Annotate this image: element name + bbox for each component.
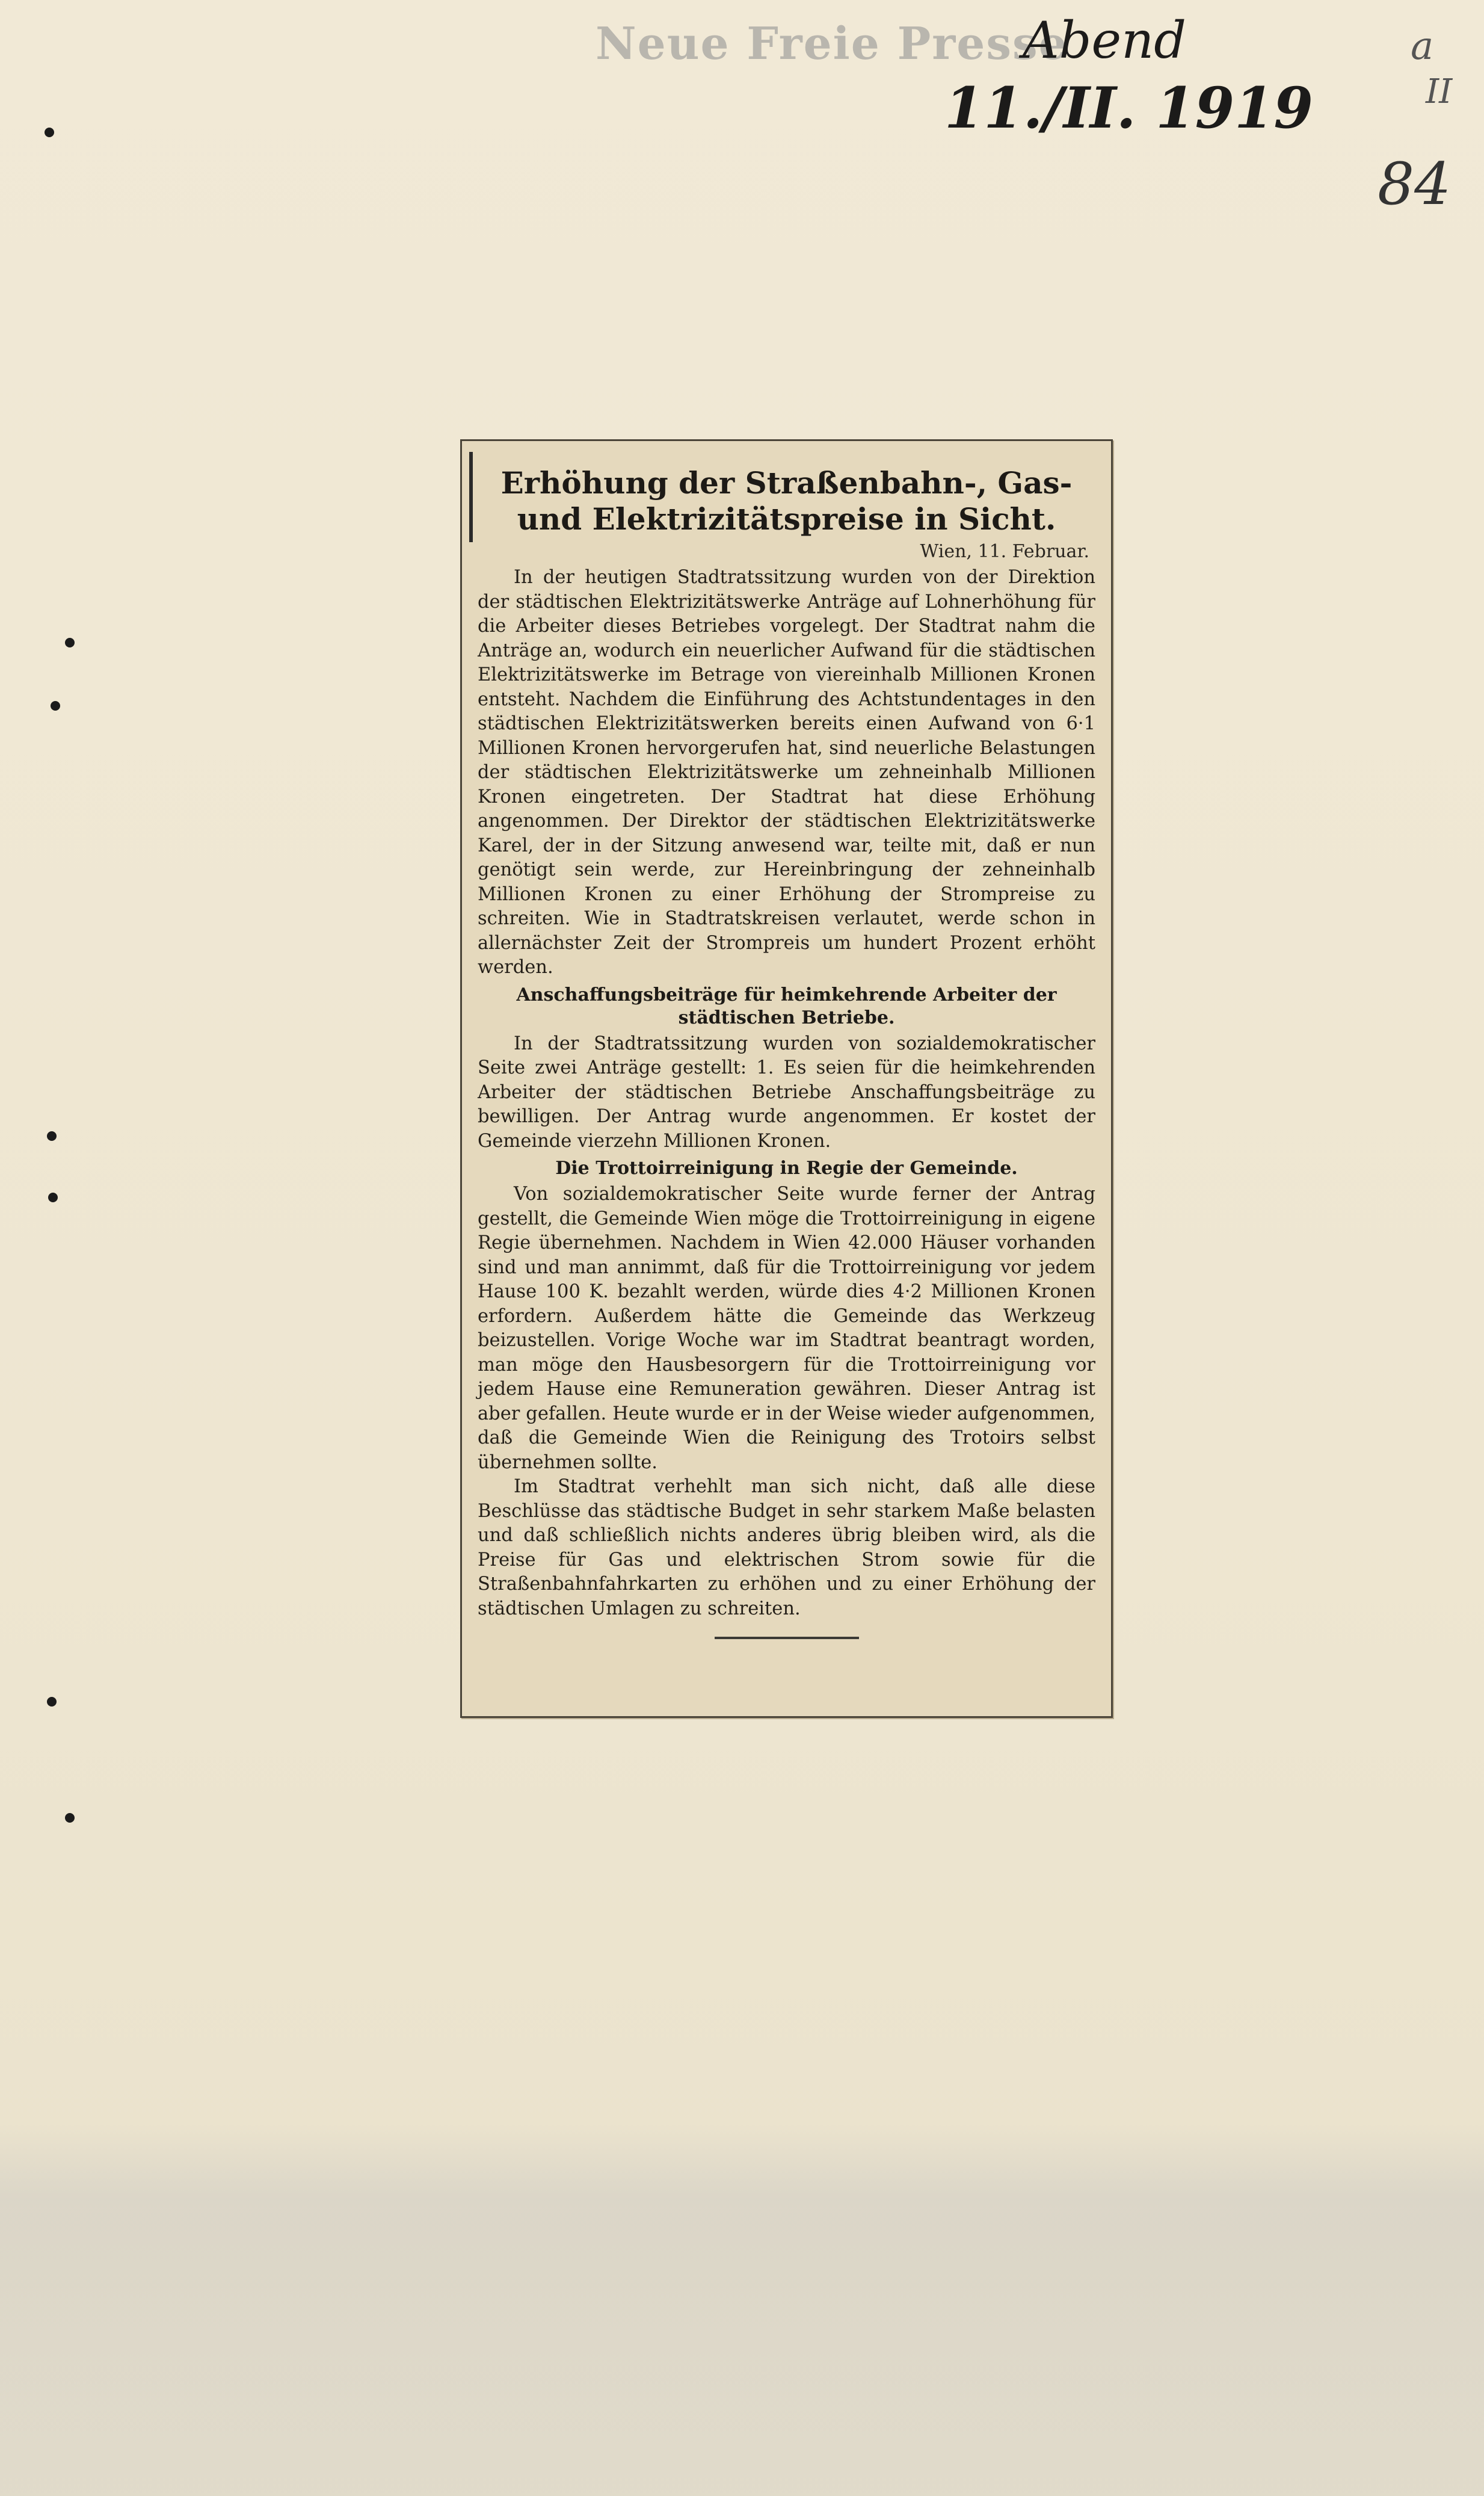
clipping-edge-rule	[469, 452, 473, 542]
article-dateline: Wien, 11. Februar.	[920, 541, 1089, 562]
punch-hole-3	[51, 701, 60, 711]
punch-hole-7	[65, 1813, 75, 1823]
punch-hole-5	[48, 1193, 58, 1202]
article-paragraph-4: Im Stadtrat verhehlt man sich nicht, daß alle diese Beschlüsse das städtische Budget in sehr starkem Maße belasten und daß schließlich nichts anderes übrig bleiben wird, als die Preise für Gas und elektrischen Strom sowie für die Straßenbahnfahrkarten zu erhöhen und zu einer Erhöhung der städtischen Umlagen zu schreiten.	[478, 1476, 1095, 1619]
punch-hole-6	[47, 1697, 57, 1707]
punch-hole-2	[65, 638, 75, 647]
newspaper-clipping	[460, 439, 1113, 1718]
handwritten-edition: Abend	[1023, 11, 1187, 70]
handwritten-date: 11./II. 1919	[944, 75, 1313, 141]
article-paragraph-1: In der heutigen Stadtratssitzung wurden von der Direktion der städtischen Elektrizitätswerke Anträge auf Lohnerhöhung für die Arbeiter dieses Betriebes vorgelegt. Der Stadtrat nahm die Anträge an, wodurch ein neuerlicher Aufwand für die städtischen Elektrizitätswerke im Betrage von viereinhalb Millionen Kronen entsteht. Nachdem die Einführung des Achtstundentages in den städtischen Elektrizitätswerken bereits einen Aufwand von 6·1 Millionen Kronen hervorgerufen hat, sind neuerliche Belastungen der städtischen Elektrizitätswerke um zehneinhalb Millionen Kronen eingetreten. Der Stadtrat hat diese Erhöhung angenommen. Der Direktor der städtischen Elektrizitätswerke Karel, der in der Sitzung anwesend war, teilte mit, daß er nun genötigt sein werde, zur Hereinbringung der zehneinhalb Millionen Kronen zu einer Erhöhung der Strompreise zu schreiten. Wie in Stadtratskreisen verlautet, werde schon in allernächster Zeit der Strompreis um hundert Prozent erhöht werden.	[478, 567, 1095, 978]
corner-folio-number: 84	[1378, 150, 1452, 218]
article-subheading-1: Anschaffungsbeiträge für heimkehrende Arbeiter der städtischen Betriebe.	[516, 984, 1057, 1028]
article-paragraph-3: Von sozialdemokratischer Seite wurde ferner der Antrag gestellt, die Gemeinde Wien möge die Trottoirreinigung in eigene Regie übernehmen. Nachdem in Wien 42.000 Häuser vorhanden sind und man annimmt, daß für die Trottoirreinigung vor jedem Hause 100 K. bezahlt werden, würde dies 4·2 Millionen Kronen erfordern. Außerdem hätte die Gemeinde das Werkzeug beizustellen. Vorige Woche war im Stadtrat beantragt worden, man möge den Hausbesorgern für die Trottoirreinigung vor jedem Hause eine Remuneration gewähren. Dieser Antrag ist aber gefallen. Heute wurde er in der Weise wieder aufgenommen, daß die Gemeinde Wien die Reinigung des Trotoirs selbst übernehmen sollte.	[478, 1184, 1095, 1473]
corner-mark-ii: II	[1426, 72, 1453, 111]
newspaper-stamp: Neue Freie Presse	[596, 18, 1068, 70]
punch-hole-1	[45, 128, 54, 137]
article-subheading-2: Die Trottoirreinigung in Regie der Gemeinde.	[555, 1158, 1018, 1179]
corner-mark-a: a	[1411, 24, 1434, 69]
clipping-content	[478, 459, 1095, 1639]
scan-shadow-band	[0, 2124, 1484, 2496]
article-headline: Erhöhung der Straßenbahn-, Gas- und Elektrizitätspreise in Sicht.	[500, 465, 1073, 537]
punch-hole-4	[47, 1131, 57, 1141]
article-paragraph-2: In der Stadtratssitzung wurden von sozialdemokratischer Seite zwei Anträge gestellt: 1. Es seien für die heimkehrenden Arbeiter der städtischen Betriebe Anschaffungsbeiträge zu bewilligen. Der Antrag wurde angenommen. Er kostet der Gemeinde vierzehn Millionen Kronen.	[478, 1033, 1095, 1152]
article-end-rule	[715, 1637, 859, 1639]
